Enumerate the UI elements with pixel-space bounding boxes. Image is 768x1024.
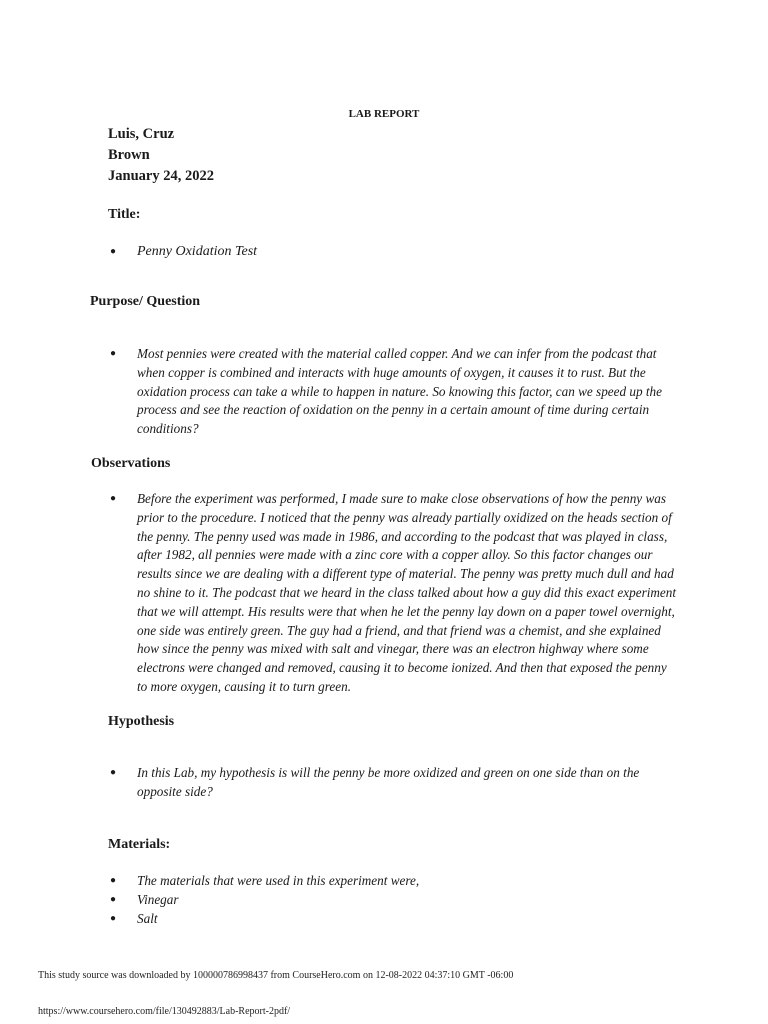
bullet-icon: ● [110,912,117,924]
bullet-icon: ● [110,893,117,905]
student-name: Luis, Cruz [108,126,175,142]
page-title: LAB REPORT [348,108,420,120]
list-item: ● In this Lab, my hypothesis is will the penny be more oxidized and green on one side than on the opposite side? [110,765,640,799]
bullet-icon: ● [110,875,117,886]
hypothesis-list [110,764,670,802]
bullet-icon: ● [110,767,117,778]
purpose-heading: Purpose/ Question [90,294,201,309]
bullet-icon: ● [110,348,117,359]
source-url-link[interactable]: https://www.coursehero.com/file/130492883/Lab-Report-2pdf/ [38,1006,291,1017]
materials-list [110,872,670,928]
observations-list [110,490,680,697]
list-item: ● The materials that were used in this experiment were, [110,872,670,891]
observations-heading: Observations [91,456,171,471]
report-date: January 24, 2022 [108,168,214,184]
list-item: ● Most pennies were created with the material called copper. And we can infer from the podcast that when copper is combined and interacts with huge amounts of oxygen, it causes it to rust. But the oxidation process can take a while to happen in nature. So knowing this factor, can we speed up the process and see the reaction of oxidation on the penny in a certain amount of time during certain conditions? [110,346,662,437]
title-heading: Title: [108,207,141,222]
list-item: ● Penny Oxidation Test [110,243,670,262]
purpose-list [110,345,670,439]
title-list [110,243,670,262]
source-footer: This study source was downloaded by 100000786998437 from CourseHero.com on 12-08-2022 04:37:10 GMT -06:00 [38,970,514,981]
report-header [108,124,214,187]
teacher-name: Brown [108,147,150,163]
hypothesis-heading: Hypothesis [108,714,175,729]
bullet-icon: ● [110,493,117,504]
list-item: ● Before the experiment was performed, I made sure to make close observations of how the penny was prior to the procedure. I noticed that the penny was already partially oxidized on the heads section of the penny. The penny used was made in 1986, and according to the podcast that was played in class, after 1982, all pennies were made with a zinc core with a copper alloy. So this factor changes our results since we are dealing with a different type of material. The penny was pretty much dull and had no shine to it. The podcast that we heard in the class talked about how a guy did this exact experiment that we will attempt. His results were that when he let the penny lay down on a paper towel overnight, one side was entirely green. The guy had a friend, and that friend was a chemist, and she explained how since the penny was mixed with salt and vinegar, there was an electron highway where some electrons were changed and removed, causing it to become ionized. And then that exposed the penny to more oxygen, causing it to turn green. [110,491,677,694]
list-item: ● Salt [110,910,670,929]
materials-heading: Materials: [108,837,171,852]
list-item: ● Vinegar [110,891,670,910]
bullet-icon: ● [110,246,117,257]
